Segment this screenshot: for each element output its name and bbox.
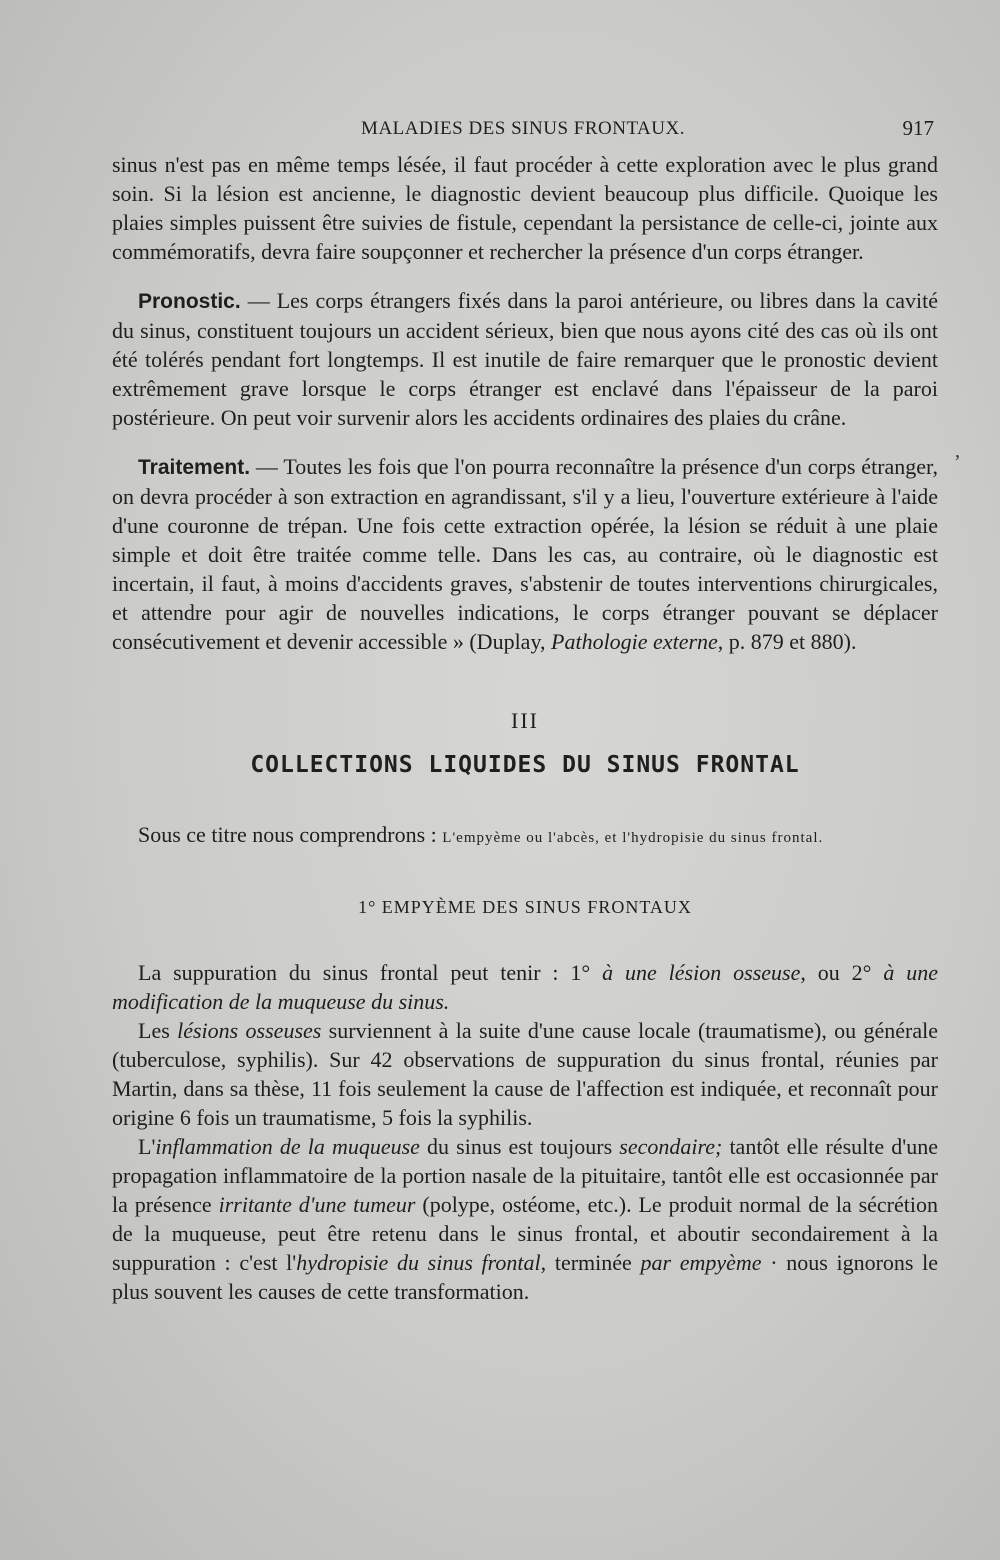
- text-run: , ou 2°: [800, 960, 884, 985]
- intro-text: Sous ce titre nous comprendrons :: [138, 822, 443, 847]
- text-run: , terminée: [540, 1250, 641, 1275]
- paragraph-traitement: [112, 452, 938, 656]
- page-header: [112, 112, 934, 146]
- citation-title: Pathologie externe: [551, 629, 718, 654]
- italic-run: irritante d'une tumeur: [218, 1192, 416, 1217]
- section-heading-traitement: Traitement.: [138, 456, 251, 479]
- page-number: 917: [902, 116, 934, 140]
- italic-run: par empyème: [640, 1250, 762, 1275]
- running-head: MALADIES DES SINUS FRONTAUX.: [361, 118, 685, 139]
- margin-mark: ,: [955, 440, 960, 462]
- paragraph-intro: [112, 820, 938, 853]
- italic-run: secondaire;: [619, 1134, 723, 1159]
- text-run: du sinus est toujours: [419, 1134, 620, 1159]
- italic-run: à une modification de la muqueuse du sinus.: [112, 960, 938, 1014]
- italic-run: inflammation de la muqueuse: [155, 1134, 420, 1159]
- paragraph-inflammation: [112, 1132, 938, 1306]
- intro-small-caps: L'empyème ou l'abcès, et l'hydropisie du sinus frontal.: [442, 830, 824, 846]
- text-run: L': [138, 1134, 156, 1159]
- paragraph-lesions: [112, 1016, 938, 1132]
- paragraph-pronostic: [112, 286, 938, 432]
- paragraph-suppuration: [112, 958, 938, 1016]
- pronostic-text: — Les corps étrangers fixés dans la paroi antérieure, ou libres dans la cavité du sinus, constituent toujours un accident sérieux, bien que nous ayons cité des cas où ils ont été tolérés pendant fort longtemps. Il est inutile de faire remarquer que le pronostic devient extrêmement grave lorsque le corps étranger est enclavé dans l'épaisseur de la paroi postérieure. On peut voir survenir alors les accidents ordinaires des plaies du crâne.: [112, 288, 938, 430]
- subsection-title: 1° EMPYÈME DES SINUS FRONTAUX: [358, 897, 692, 917]
- text-run: (polype, ostéome, etc.). Le produit normal de la sécrétion de la muqueuse, peut être retenu dans le sinus frontal, et aboutir secondairement à la suppuration : c'est l': [112, 1192, 938, 1275]
- text-run: tantôt elle résulte d'une propagation inflammatoire de la portion nasale de la pituitaire, tantôt elle est occasionnée par la présence: [112, 1134, 938, 1217]
- section-heading-pronostic: Pronostic.: [138, 290, 241, 313]
- traitement-end: , p. 879 et 880).: [717, 629, 857, 654]
- text-run: La suppuration du sinus frontal peut tenir : 1°: [138, 960, 603, 985]
- body-text: [112, 150, 938, 1306]
- text-run: · nous ignorons le plus souvent les causes de cette transformation.: [112, 1250, 938, 1304]
- italic-run: lésions osseuses: [177, 1018, 322, 1043]
- traitement-text: — Toutes les fois que l'on pourra reconnaître la présence d'un corps étranger, on devra procéder à son extraction en agrandissant, s'il y a lieu, l'ouverture extérieure à l'aide d'une couronne de trépan. Une fois cette extraction opérée, la lésion se réduit à une plaie simple et doit être traitée comme telle. Dans les cas, au contraire, où le diagnostic est incertain, il faut, à moins d'accidents graves, s'abstenir de toutes interventions chirurgicales, et attendre pour agir de nouvelles indications, le corps étranger pouvant se déplacer consécutivement et devenir accessible » (Duplay,: [112, 454, 938, 654]
- chapter-title: COLLECTIONS LIQUIDES DU SINUS FRONTAL: [250, 752, 800, 778]
- italic-run: hydropisie du sinus frontal: [296, 1250, 541, 1275]
- italic-run: à une lésion osseuse: [602, 960, 801, 985]
- paragraph-exploration: sinus n'est pas en même temps lésée, il faut procéder à cette exploration avec le plus grand soin. Si la lésion est ancienne, le diagnostic devient beaucoup plus difficile. Quoique les plaies simples puissent être suivies de fistule, cependant la persistance de celle-ci, jointe aux commémoratifs, devra faire soupçonner et rechercher la présence d'un corps étranger.: [112, 152, 938, 264]
- text-run: Les: [138, 1018, 178, 1043]
- text-run: surviennent à la suite d'une cause locale (traumatisme), ou générale (tuberculose, syphilis). Sur 42 observations de suppuration du sinus frontal, réunies par Martin, dans sa thèse, 11 fois seulement la cause de l'affection est indiquée, et reconnaît pour origine 6 fois un traumatisme, 5 fois la syphilis.: [112, 1018, 939, 1130]
- chapter-number: III: [511, 708, 539, 733]
